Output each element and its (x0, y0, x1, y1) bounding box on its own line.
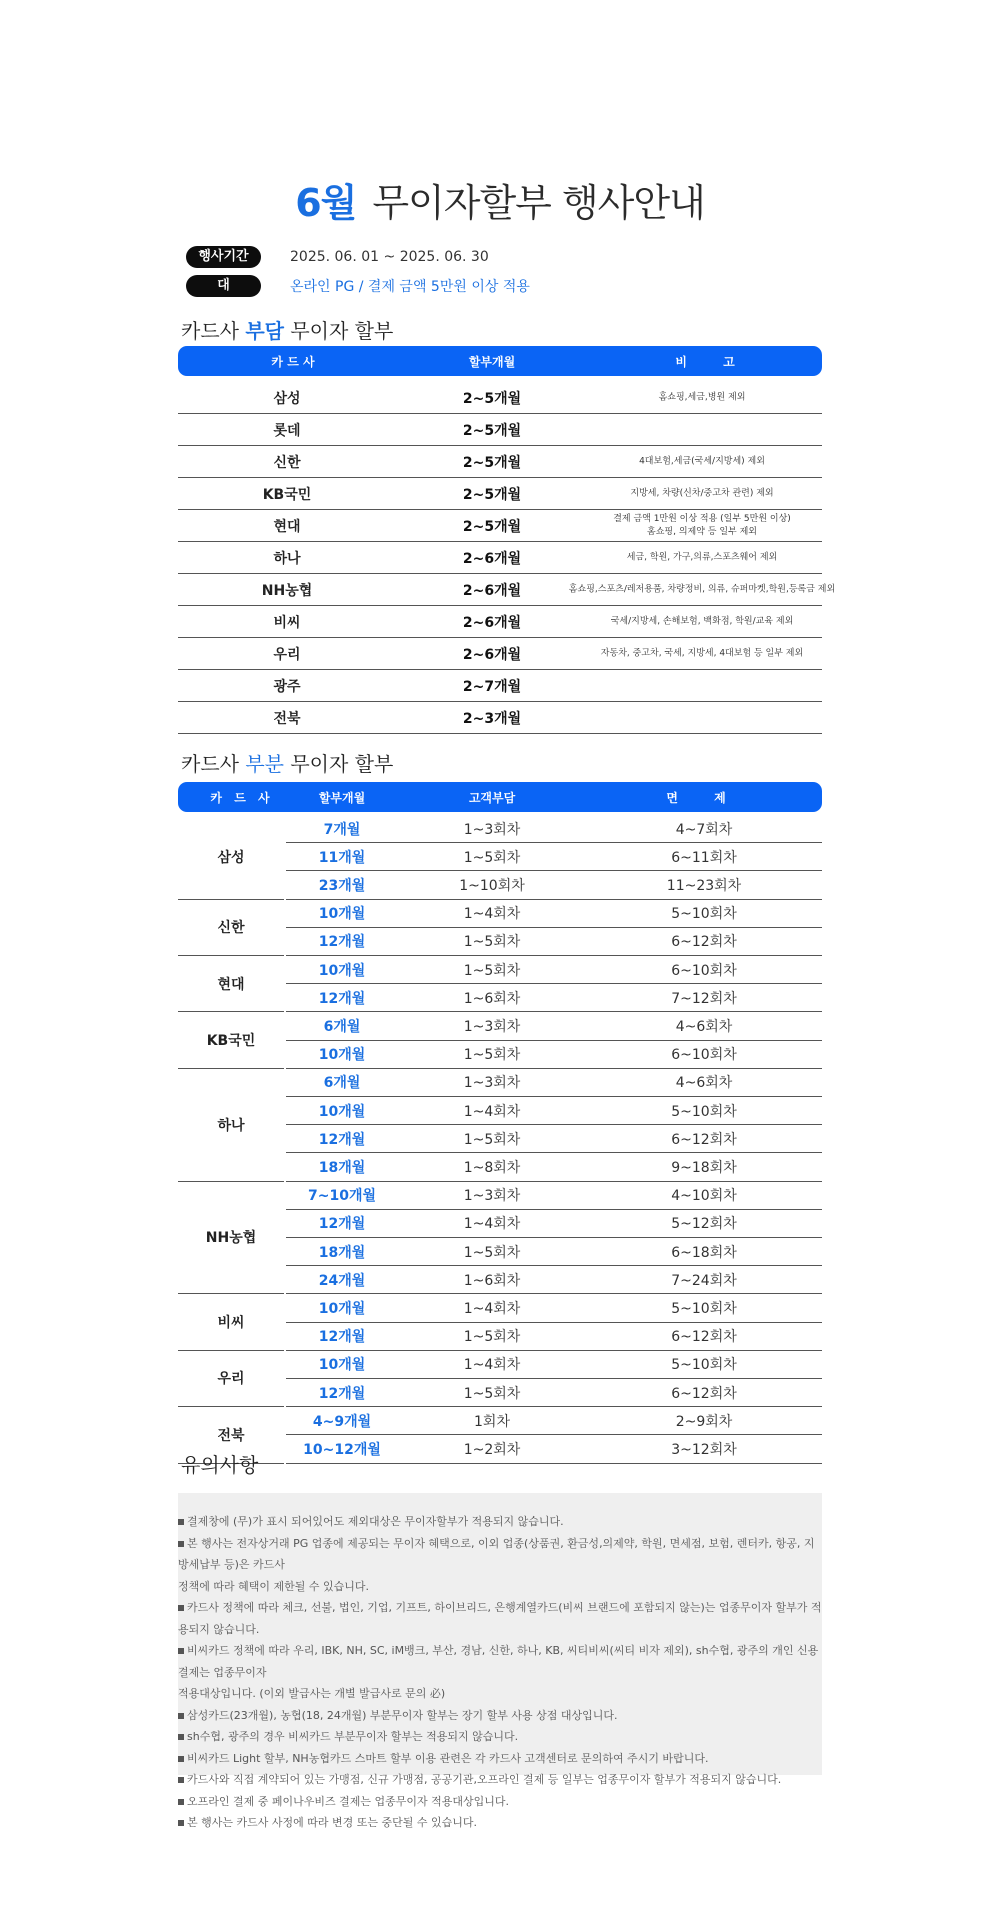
table2-customer: 1~2회차 (463, 1441, 521, 1458)
table2-row (286, 1210, 822, 1238)
table2-customer: 1~3회차 (463, 1188, 521, 1205)
note-text: 비씨카드 정책에 따라 우리, IBK, NH, SC, iM뱅크, 부산, 경남, 신한, 하나, KB, 씨티비씨(씨티 비자 제외), sh수협, 광주의 개인 신용 결제는 업종무이자 (178, 1644, 819, 1679)
section2-highlight: 부분 (245, 752, 284, 776)
table1-months: 2~6개월 (462, 614, 522, 631)
table2-exempt: 6~10회차 (671, 962, 737, 979)
table2-row (286, 1351, 822, 1379)
table2-exempt: 3~12회차 (671, 1441, 737, 1458)
table2-card-name: 비씨 (217, 1315, 245, 1332)
table1-card-name: 전북 (273, 710, 301, 727)
table2-months: 24개월 (318, 1272, 366, 1289)
event-period-row (186, 246, 489, 268)
table2-header-card: 카 드 사 (210, 790, 274, 805)
bullet-square-icon (178, 1734, 184, 1740)
page-title (0, 172, 1000, 227)
table1-card-name: 롯데 (273, 422, 301, 439)
table1-card-name: 비씨 (273, 614, 301, 631)
table2-months: 11개월 (318, 849, 366, 866)
table2-exempt: 5~12회차 (671, 1216, 737, 1233)
table2-customer: 1~8회차 (463, 1159, 521, 1176)
table1-months: 2~5개월 (462, 454, 522, 471)
table1-card-name: 신한 (273, 454, 301, 471)
table2-row (286, 871, 822, 899)
table1-header-note: 비 고 (675, 354, 751, 369)
table1-header-card: 카 드 사 (271, 354, 315, 369)
table1-row (178, 606, 822, 638)
table2-exempt: 6~11회차 (671, 849, 737, 866)
table1-note: 홈쇼핑,세금,병원 제외 (658, 392, 746, 402)
table1-months: 2~6개월 (462, 550, 522, 567)
target-label: 대 상 (186, 275, 261, 297)
table2-card-name: 전북 (217, 1427, 245, 1444)
table2-months: 12개월 (318, 1216, 366, 1233)
note-line (178, 1576, 822, 1598)
note-text: 정책에 따라 혜택이 제한될 수 있습니다. (178, 1579, 369, 1593)
table2-row (286, 956, 822, 984)
note-line (178, 1597, 822, 1640)
table2-customer: 1~5회차 (463, 1244, 521, 1261)
section2-suffix: 무이자 할부 (283, 752, 394, 776)
note-line (178, 1769, 822, 1791)
notes-list (178, 1511, 822, 1834)
table2-exempt: 6~10회차 (671, 1047, 737, 1064)
table2-card-name: 삼성 (217, 849, 245, 866)
table2-customer: 1~5회차 (463, 1047, 521, 1064)
table2-customer: 1~5회차 (463, 1385, 521, 1402)
table2-customer: 1~4회차 (463, 1357, 521, 1374)
table1-card-name: NH농협 (261, 582, 313, 599)
target-value: 온라인 PG / 결제 금액 5만원 이상 적용 (290, 279, 530, 295)
table2-exempt: 6~12회차 (671, 1329, 737, 1346)
table2-exempt: 5~10회차 (671, 1103, 737, 1120)
table2-header-exempt: 면 제 (666, 790, 742, 805)
table1-months: 2~5개월 (462, 486, 522, 503)
table1-note: 자동차, 중고차, 국세, 지방세, 4대보험 등 일부 제외 (600, 648, 804, 658)
table1-row (178, 446, 822, 478)
notes-box (178, 1493, 822, 1829)
table2-card-name: 현대 (217, 976, 245, 993)
table2-card-name: 하나 (217, 1117, 245, 1134)
event-period-value: 2025. 06. 01 ~ 2025. 06. 30 (290, 249, 489, 265)
table2-row (286, 1125, 822, 1153)
table1-row (178, 382, 822, 414)
table2-months: 10개월 (318, 906, 366, 923)
table2-months: 10개월 (318, 1357, 366, 1374)
table2-exempt: 2~9회차 (675, 1413, 733, 1430)
table1-row (178, 574, 836, 606)
note-line (178, 1812, 822, 1834)
table2-row (286, 1379, 822, 1407)
note-text: 오프라인 결제 중 페이나우비즈 결제는 업종무이자 적용대상입니다. (187, 1794, 510, 1808)
table2-months: 12개월 (318, 1329, 366, 1346)
table2-card-group (178, 1182, 284, 1295)
table2-exempt: 5~10회차 (671, 1300, 737, 1317)
table2-card-group (178, 1351, 284, 1407)
table2-row (286, 1238, 822, 1266)
note-text: sh수협, 광주의 경우 비씨카드 부분무이자 할부는 적용되지 않습니다. (187, 1730, 519, 1743)
table1-row (178, 510, 822, 542)
table2-card-group (178, 815, 284, 900)
table2-customer: 1회차 (474, 1413, 510, 1430)
event-period-label: 행사기간 (186, 246, 261, 268)
table2-months: 10개월 (318, 1047, 366, 1064)
bullet-square-icon (178, 1756, 184, 1762)
table2-customer: 1~3회차 (463, 1018, 521, 1035)
section2-title (181, 748, 393, 777)
note-line (178, 1511, 822, 1533)
table1-row (178, 478, 822, 510)
note-text: 비씨카드 Light 할부, NH농협카드 스마트 할부 이용 관련은 각 카드사 고객센터로 문의하여 주시기 바랍니다. (187, 1751, 709, 1765)
section1-suffix: 무이자 할부 (283, 319, 394, 343)
table2-exempt: 5~10회차 (671, 906, 737, 923)
table2-exempt: 11~23회차 (666, 877, 742, 894)
note-line (178, 1683, 822, 1705)
table2-exempt: 6~12회차 (671, 934, 737, 951)
table2-customer: 1~6회차 (463, 990, 521, 1007)
table2-row (286, 1294, 822, 1322)
target-row (186, 275, 530, 315)
bullet-square-icon (178, 1799, 184, 1805)
table1-card-name: 광주 (273, 678, 301, 695)
table2-exempt: 6~12회차 (671, 1131, 737, 1148)
section2-prefix: 카드사 (181, 752, 246, 776)
table2-card-name: NH농협 (205, 1230, 257, 1247)
table2-row (286, 1153, 822, 1181)
table2-months: 12개월 (318, 990, 366, 1007)
table2-row (286, 1012, 822, 1040)
table2-row (286, 1407, 822, 1435)
table1-card-name: 현대 (273, 518, 301, 535)
table1-row (178, 638, 822, 670)
table2-customer: 1~6회차 (463, 1272, 521, 1289)
table2-months: 7~10개월 (307, 1188, 377, 1205)
table1-row (178, 414, 822, 446)
table2-months: 7개월 (323, 821, 361, 838)
table2-months: 10개월 (318, 1300, 366, 1317)
note-text: 결제창에 (무)가 표시 되어있어도 제외대상은 무이자할부가 적용되지 않습니다. (187, 1515, 564, 1528)
table1-note (613, 513, 791, 539)
table2-exempt: 4~7회차 (675, 821, 733, 838)
bullet-square-icon (178, 1648, 184, 1654)
notes-title: 유의사항 (181, 1453, 259, 1477)
table2-months: 10개월 (318, 1103, 366, 1120)
table2-exempt: 4~6회차 (675, 1018, 733, 1035)
table2-exempt: 9~18회차 (671, 1159, 737, 1176)
table2-customer: 1~5회차 (463, 849, 521, 866)
table1-note: 세금, 학원, 가구,의류,스포츠웨어 제외 (626, 552, 778, 562)
table1-months: 2~7개월 (462, 678, 522, 695)
table2-row (286, 1069, 822, 1097)
table1-card-name: 삼성 (273, 390, 301, 407)
table2-card-name: 신한 (217, 920, 245, 937)
table1-row (178, 542, 822, 574)
table2-customer: 1~5회차 (463, 1131, 521, 1148)
table2-card-group (178, 1069, 284, 1182)
table1-months: 2~5개월 (462, 390, 522, 407)
table2-exempt: 7~24회차 (671, 1272, 737, 1289)
table2-customer: 1~4회차 (463, 1300, 521, 1317)
table2-months: 10~12개월 (303, 1441, 381, 1458)
note-line (178, 1705, 822, 1727)
table2-header (178, 782, 822, 812)
table1-note: 지방세, 차량(신차/중고차 관련) 제외 (630, 488, 774, 498)
table2-customer: 1~4회차 (463, 1216, 521, 1233)
table1-months: 2~6개월 (462, 646, 522, 663)
note-line (178, 1726, 822, 1748)
section1-prefix: 카드사 (181, 319, 246, 343)
table2-exempt: 5~10회차 (671, 1357, 737, 1374)
table2-card-name: 우리 (217, 1371, 245, 1388)
table2-months: 6개월 (323, 1075, 361, 1092)
table2-exempt: 4~6회차 (675, 1075, 733, 1092)
bullet-square-icon (178, 1820, 184, 1826)
table2-months: 10개월 (318, 962, 366, 979)
table2-row (286, 984, 822, 1012)
title-text: 무이자할부 행사안내 (372, 181, 705, 225)
table1-months: 2~5개월 (462, 518, 522, 535)
bullet-square-icon (178, 1519, 184, 1525)
note-text: 적용대상입니다. (이외 발급사는 개별 발급사로 문의 必) (178, 1687, 446, 1700)
table2-months: 12개월 (318, 1385, 366, 1402)
table2-months: 4~9개월 (312, 1413, 372, 1430)
table2-months: 23개월 (318, 877, 366, 894)
table2-customer: 1~3회차 (463, 821, 521, 838)
table1-card-name: 하나 (273, 550, 301, 567)
table1-note-line2: 홈쇼핑, 의제약 등 일부 제외 (647, 526, 757, 537)
table1-months: 2~5개월 (462, 422, 522, 439)
table2-row (286, 815, 822, 843)
table1-card-name: 우리 (273, 646, 301, 663)
note-line (178, 1640, 822, 1683)
table1-header (178, 346, 822, 376)
title-month: 6월 (295, 181, 357, 225)
table2-header-customer: 고객부담 (468, 790, 516, 805)
table2-card-group (178, 900, 284, 956)
table2-row (286, 843, 822, 871)
note-line (178, 1533, 822, 1576)
table1-row (178, 670, 822, 702)
bullet-square-icon (178, 1605, 184, 1611)
bullet-square-icon (178, 1777, 184, 1783)
table1-card-name: KB국민 (262, 486, 312, 503)
note-text: 본 행사는 카드사 사정에 따라 변경 또는 중단될 수 있습니다. (187, 1816, 477, 1829)
table2-card-name: KB국민 (206, 1033, 256, 1050)
bullet-square-icon (178, 1713, 184, 1719)
table2-row (286, 1266, 822, 1294)
table2-customer: 1~4회차 (463, 1103, 521, 1120)
section1-highlight: 부담 (245, 319, 284, 343)
table1-row (178, 702, 822, 734)
table2-row (286, 900, 822, 928)
table2-customer: 1~5회차 (463, 962, 521, 979)
table2-header-months: 할부개월 (318, 790, 366, 805)
table2-customer: 1~5회차 (463, 1329, 521, 1346)
table2-exempt: 6~18회차 (671, 1244, 737, 1261)
table2-row (286, 1041, 822, 1069)
table2-months: 12개월 (318, 1131, 366, 1148)
table2-row (286, 1182, 822, 1210)
note-text: 카드사와 직접 계약되어 있는 가맹점, 신규 가맹점, 공공기관,오프라인 결제 등 일부는 업종무이자 할부가 적용되지 않습니다. (187, 1773, 782, 1786)
table2-months: 12개월 (318, 934, 366, 951)
table2-exempt: 4~10회차 (671, 1188, 737, 1205)
note-line (178, 1791, 822, 1813)
table2-card-group (178, 956, 284, 1012)
table2-row (286, 1097, 822, 1125)
table2-row (286, 928, 822, 956)
table2-row (286, 1435, 822, 1463)
table1-note: 홈쇼핑,스포츠/레저용품, 차량정비, 의류, 슈퍼마켓,학원,등록금 제외 (568, 584, 836, 594)
table2-customer: 1~10회차 (459, 877, 525, 894)
table2-customer: 1~5회차 (463, 934, 521, 951)
note-text: 삼성카드(23개월), 농협(18, 24개월) 부분무이자 할부는 장기 할부 사용 상점 대상입니다. (187, 1708, 618, 1722)
table2-customer: 1~3회차 (463, 1075, 521, 1092)
table2-exempt: 6~12회차 (671, 1385, 737, 1402)
table2-months: 18개월 (318, 1159, 366, 1176)
bullet-square-icon (178, 1541, 184, 1547)
table2-exempt: 7~12회차 (671, 990, 737, 1007)
table1-header-months: 할부개월 (468, 354, 516, 369)
table1-note-line1: 결제 금액 1만원 이상 적용 (일부 5만원 이상) (613, 513, 791, 524)
table2-months: 18개월 (318, 1244, 366, 1261)
note-text: 카드사 정책에 따라 체크, 선불, 법인, 기업, 기프트, 하이브리드, 은행계열카드(비씨 브랜드에 포함되지 않는)는 업종무이자 할부가 적용되지 않습니다. (178, 1601, 822, 1636)
table1-note: 4대보험,세금(국세/지방세) 제외 (639, 456, 765, 466)
note-text: 본 행사는 전자상거래 PG 업종에 제공되는 무이자 혜택으로, 이외 업종(상품권, 환금성,의제약, 학원, 면세점, 보험, 렌터카, 항공, 지방세납부 등)은 카드사 (178, 1536, 815, 1571)
table2-customer: 1~4회차 (463, 906, 521, 923)
table2-months: 6개월 (323, 1018, 361, 1035)
table2-card-group (178, 1012, 284, 1068)
note-line (178, 1748, 822, 1770)
table1-months: 2~3개월 (462, 710, 522, 727)
table2-card-group (178, 1294, 284, 1350)
table1-note: 국세/지방세, 손해보험, 백화점, 학원/교육 제외 (610, 616, 794, 626)
table1-months: 2~6개월 (462, 582, 522, 599)
section1-title (181, 315, 393, 344)
table2-row (286, 1323, 822, 1351)
